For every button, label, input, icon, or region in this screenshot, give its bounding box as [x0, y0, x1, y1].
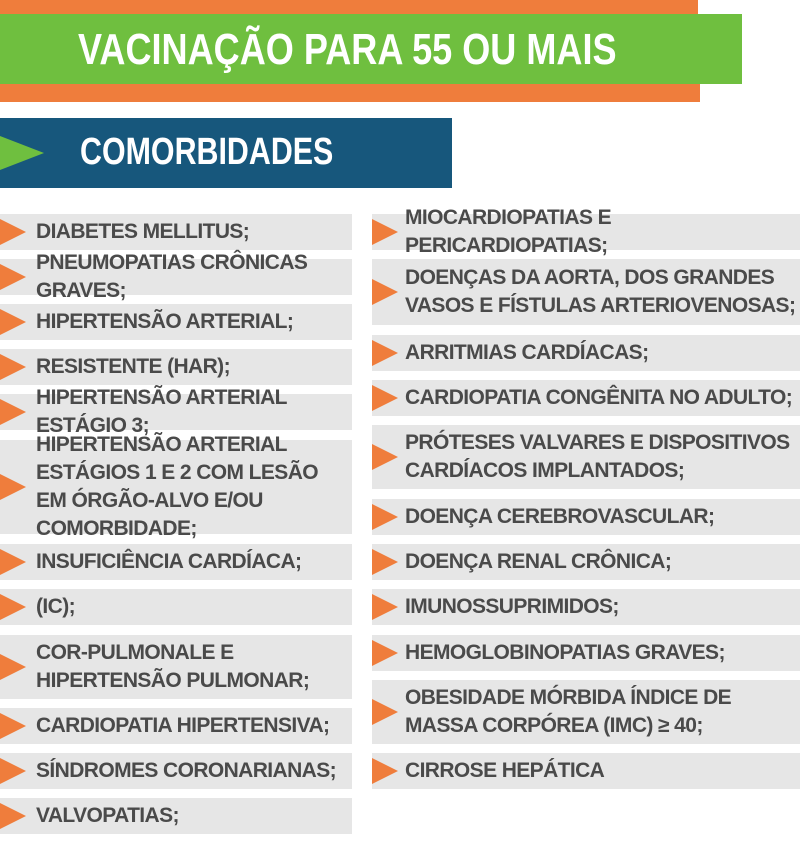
- list-item: [372, 589, 800, 625]
- list-item: [372, 206, 800, 257]
- arrow-icon: [372, 279, 398, 305]
- list-item: [372, 544, 800, 580]
- list-item: [0, 304, 352, 340]
- arrow-icon: [372, 385, 398, 411]
- item-label: DIABETES MELLITUS;: [36, 220, 250, 243]
- list-item: [372, 753, 800, 789]
- arrow-icon: [372, 340, 398, 366]
- top-orange-stripe: [0, 0, 698, 14]
- list-item: [0, 635, 352, 699]
- list-item: [0, 798, 352, 834]
- arrow-icon: [372, 758, 398, 784]
- item-label: (IC);: [36, 595, 75, 618]
- list-item: [372, 259, 800, 325]
- play-arrow-icon: [0, 136, 44, 170]
- item-label: CARDIOPATIA HIPERTENSIVA;: [36, 714, 330, 737]
- item-label: PRÓTESES VALVARES E DISPOSITIVOS CARDÍACOS IMPLANTADOS;: [405, 431, 790, 482]
- arrow-icon: [372, 444, 398, 470]
- item-label: ARRITMIAS CARDÍACAS;: [405, 341, 649, 364]
- list-item: [0, 708, 352, 744]
- list-item: [372, 635, 800, 671]
- arrow-icon: [0, 803, 26, 829]
- list-item: [372, 499, 800, 535]
- item-label: HIPERTENSÃO ARTERIAL ESTÁGIOS 1 E 2 COM LESÃO EM ÓRGÃO-ALVO E/OU COMORBIDADE;: [36, 433, 318, 540]
- arrow-icon: [372, 504, 398, 530]
- arrow-icon: [0, 474, 26, 500]
- item-label: COR-PULMONALE E HIPERTENSÃO PULMONAR;: [36, 641, 310, 692]
- item-label: VALVOPATIAS;: [36, 804, 179, 827]
- list-item: [0, 251, 352, 302]
- arrow-icon: [0, 713, 26, 739]
- list-item: [372, 425, 800, 489]
- item-label: INSUFICIÊNCIA CARDÍACA;: [36, 550, 302, 573]
- item-label: PNEUMOPATIAS CRÔNICAS GRAVES;: [36, 251, 308, 302]
- arrow-icon: [0, 264, 26, 290]
- list-item: [0, 349, 352, 385]
- arrow-icon: [0, 354, 26, 380]
- arrow-icon: [372, 219, 398, 245]
- item-label: MIOCARDIOPATIAS E PERICARDIOPATIAS;: [405, 206, 612, 257]
- item-label: CARDIOPATIA CONGÊNITA NO ADULTO;: [405, 386, 793, 409]
- arrow-icon: [0, 758, 26, 784]
- list-item: [0, 214, 352, 250]
- arrow-icon: [372, 549, 398, 575]
- list-item: [0, 433, 352, 540]
- item-label: HEMOGLOBINOPATIAS GRAVES;: [405, 641, 725, 664]
- item-label: RESISTENTE (HAR);: [36, 355, 230, 378]
- list-item: [0, 386, 352, 437]
- list-item: [372, 680, 800, 744]
- item-label: DOENÇA CEREBROVASCULAR;: [405, 505, 715, 528]
- arrow-icon: [372, 699, 398, 725]
- item-label: CIRROSE HEPÁTICA: [405, 759, 605, 782]
- item-label: DOENÇAS DA AORTA, DOS GRANDES VASOS E FÍSTULAS ARTERIOVENOSAS;: [405, 266, 796, 317]
- arrow-icon: [372, 594, 398, 620]
- item-label: HIPERTENSÃO ARTERIAL ESTÁGIO 3;: [36, 386, 287, 437]
- orange-stripe: [0, 84, 700, 102]
- section-header: [0, 118, 452, 188]
- page-title: VACINAÇÃO PARA 55 OU MAIS: [78, 25, 617, 74]
- arrow-icon: [0, 594, 26, 620]
- list-item: [372, 380, 800, 416]
- list-item: [372, 335, 800, 371]
- list-item: [0, 544, 352, 580]
- list-item: [0, 589, 352, 625]
- item-label: HIPERTENSÃO ARTERIAL;: [36, 310, 294, 333]
- item-label: DOENÇA RENAL CRÔNICA;: [405, 550, 672, 573]
- arrow-icon: [0, 309, 26, 335]
- arrow-icon: [0, 399, 26, 425]
- arrow-icon: [0, 549, 26, 575]
- arrow-icon: [372, 640, 398, 666]
- item-label: IMUNOSSUPRIMIDOS;: [405, 595, 619, 618]
- arrow-icon: [0, 654, 26, 680]
- item-label: SÍNDROMES CORONARIANAS;: [36, 759, 337, 782]
- title-banner: [0, 14, 742, 84]
- item-label: OBESIDADE MÓRBIDA ÍNDICE DE MASSA CORPÓREA (IMC) ≥ 40;: [405, 686, 732, 737]
- arrow-icon: [0, 219, 26, 245]
- section-title: COMORBIDADES: [80, 131, 334, 173]
- list-item: [0, 753, 352, 789]
